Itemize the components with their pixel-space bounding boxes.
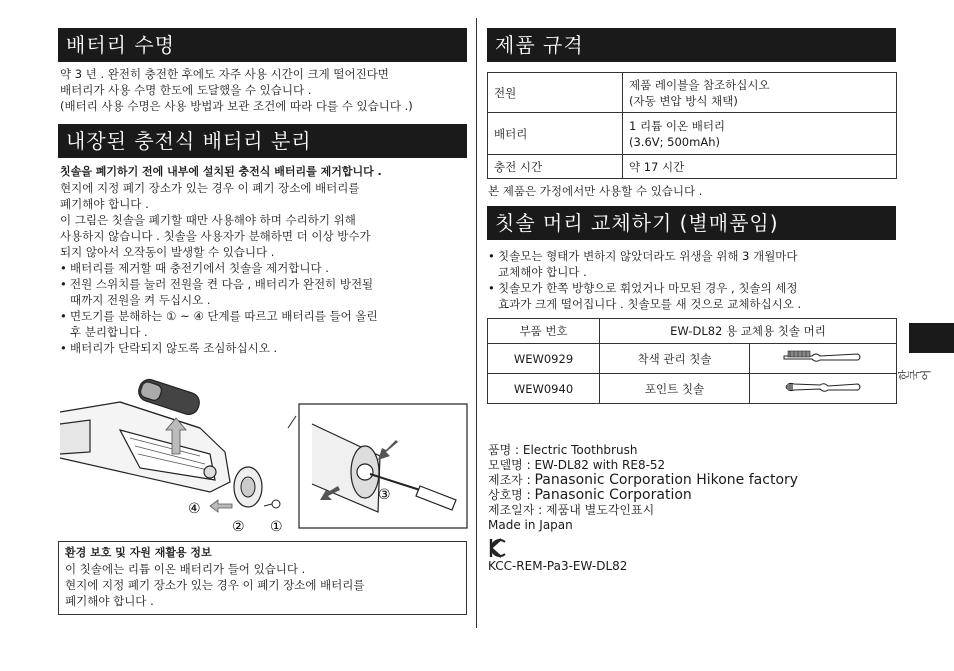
table-row bbox=[488, 319, 897, 344]
step-label: ③ bbox=[378, 487, 391, 503]
part-number: WEW0940 bbox=[488, 374, 600, 404]
warning-line: 칫솔을 폐기하기 전에 내부에 설치된 충전식 배터리를 제거합니다 . bbox=[60, 165, 382, 178]
spec-label: 전원 bbox=[488, 73, 623, 113]
text-line: 품명 : Electric Toothbrush bbox=[488, 443, 638, 457]
text-line: 배터리가 사용 수명 한도에 도달했을 수 있습니다 . bbox=[60, 83, 312, 97]
text-line: 약 3 년 . 완전히 충전한 후에도 자주 사용 시간이 크게 떨어진다면 bbox=[60, 67, 389, 81]
text-line: 폐기해야 합니다 . bbox=[60, 197, 149, 211]
spec-value: 1 리튬 이온 배터리 (3.6V; 500mAh) bbox=[623, 113, 897, 155]
table-header: EW-DL82 용 교체용 칫솔 머리 bbox=[600, 319, 897, 344]
spec-label: 충전 시간 bbox=[488, 155, 623, 179]
replacement-heads-table bbox=[487, 318, 897, 404]
environment-info-box bbox=[58, 541, 467, 615]
text-line: 사용하지 않습니다 . 칫솔을 사용자가 분해하면 더 이상 방수가 bbox=[60, 229, 371, 243]
bullet-item: • 배터리를 제거할 때 충전기에서 칫솔을 제거합니다 . bbox=[60, 260, 382, 276]
kc-code: KCC-REM-Pa3-EW-DL82 bbox=[488, 559, 628, 573]
battery-life-text bbox=[60, 66, 413, 114]
specs-note: 본 제품은 가정에서만 사용할 수 있습니다 . bbox=[488, 184, 703, 198]
column-divider bbox=[476, 18, 477, 628]
text-line: 되지 않아서 오작동이 발생할 수 있습니다 . bbox=[60, 245, 275, 259]
language-tab-label: 한국어 bbox=[898, 369, 931, 382]
brand-line: 상호명 : Panasonic Corporation bbox=[488, 487, 692, 503]
bullet-item: • 칫솔모는 형태가 변하지 않았더라도 위생을 위해 3 개월마다 교체해야 합니다 . bbox=[488, 248, 801, 280]
spec-value: 약 17 시간 bbox=[623, 155, 897, 179]
step-label: ① bbox=[270, 519, 283, 535]
text-line: 폐기해야 합니다 . bbox=[65, 594, 154, 608]
replace-heading: 칫솔 머리 교체하기 (별매품임) bbox=[487, 206, 896, 240]
table-row bbox=[488, 374, 897, 404]
text-line: 이 칫솔에는 리튬 이온 배터리가 들어 있습니다 . bbox=[65, 562, 306, 576]
spec-label: 배터리 bbox=[488, 113, 623, 155]
replace-text bbox=[488, 248, 801, 312]
text-line: Made in Japan bbox=[488, 518, 573, 532]
part-name: 착색 관리 칫솔 bbox=[600, 344, 750, 374]
text-line: 현지에 지정 폐기 장소가 있는 경우 이 폐기 장소에 배터리를 bbox=[60, 181, 360, 195]
battery-life-heading: 배터리 수명 bbox=[58, 28, 467, 62]
text-line: 모델명 : EW-DL82 with RE8-52 bbox=[488, 458, 666, 472]
table-row bbox=[488, 155, 897, 179]
step-label: ④ bbox=[188, 501, 201, 517]
kc-mark-icon bbox=[488, 537, 508, 559]
bullet-item: • 배터리가 단락되지 않도록 조심하십시오 . bbox=[60, 340, 382, 356]
table-row bbox=[488, 73, 897, 113]
part-number: WEW0929 bbox=[488, 344, 600, 374]
battery-removal-text bbox=[60, 164, 382, 356]
language-tab bbox=[909, 323, 954, 353]
text-line: 제조일자 : 제품내 별도각인표시 bbox=[488, 503, 655, 517]
table-header: 부품 번호 bbox=[488, 319, 600, 344]
table-row bbox=[488, 344, 897, 374]
text-line: 현지에 지정 폐기 장소가 있는 경우 이 폐기 장소에 배터리를 bbox=[65, 578, 365, 592]
part-name: 포인트 칫솔 bbox=[600, 374, 750, 404]
battery-removal-heading: 내장된 충전식 배터리 분리 bbox=[58, 124, 467, 158]
specs-table bbox=[487, 72, 897, 179]
bullet-item: • 칫솔모가 한쪽 방향으로 휘었거나 마모된 경우 , 칫솔의 세정 효과가 크게 떨어집니다 . 칫솔모를 새 것으로 교체하십시오 . bbox=[488, 280, 801, 312]
bullet-item: • 면도기를 분해하는 ① ~ ④ 단계를 따르고 배터리를 들어 올린 후 분리합니다 . bbox=[60, 308, 382, 340]
brush-head-point-icon bbox=[750, 374, 897, 404]
manufacturer-line: 제조자 : Panasonic Corporation Hikone factory bbox=[488, 472, 799, 488]
table-row bbox=[488, 113, 897, 155]
step-label: ② bbox=[232, 519, 245, 535]
bullet-item: • 전원 스위치를 눌러 전원을 켠 다음 , 배터리가 완전히 방전될 때까지 전원을 켜 두십시오 . bbox=[60, 276, 382, 308]
specs-heading: 제품 규격 bbox=[487, 28, 896, 62]
env-box-title: 환경 보호 및 자원 재활용 정보 bbox=[65, 546, 212, 559]
text-line: 이 그림은 칫솔을 폐기할 때만 사용해야 하며 수리하기 위해 bbox=[60, 213, 356, 227]
text-line: (배터리 사용 수명은 사용 방법과 보관 조건에 따라 다를 수 있습니다 .) bbox=[60, 99, 413, 113]
product-info bbox=[488, 443, 798, 574]
disassembly-illustration bbox=[60, 372, 470, 537]
brush-head-colored-icon bbox=[750, 344, 897, 374]
spec-value: 제품 레이블을 참조하십시오 (자동 변압 방식 채택) bbox=[623, 73, 897, 113]
